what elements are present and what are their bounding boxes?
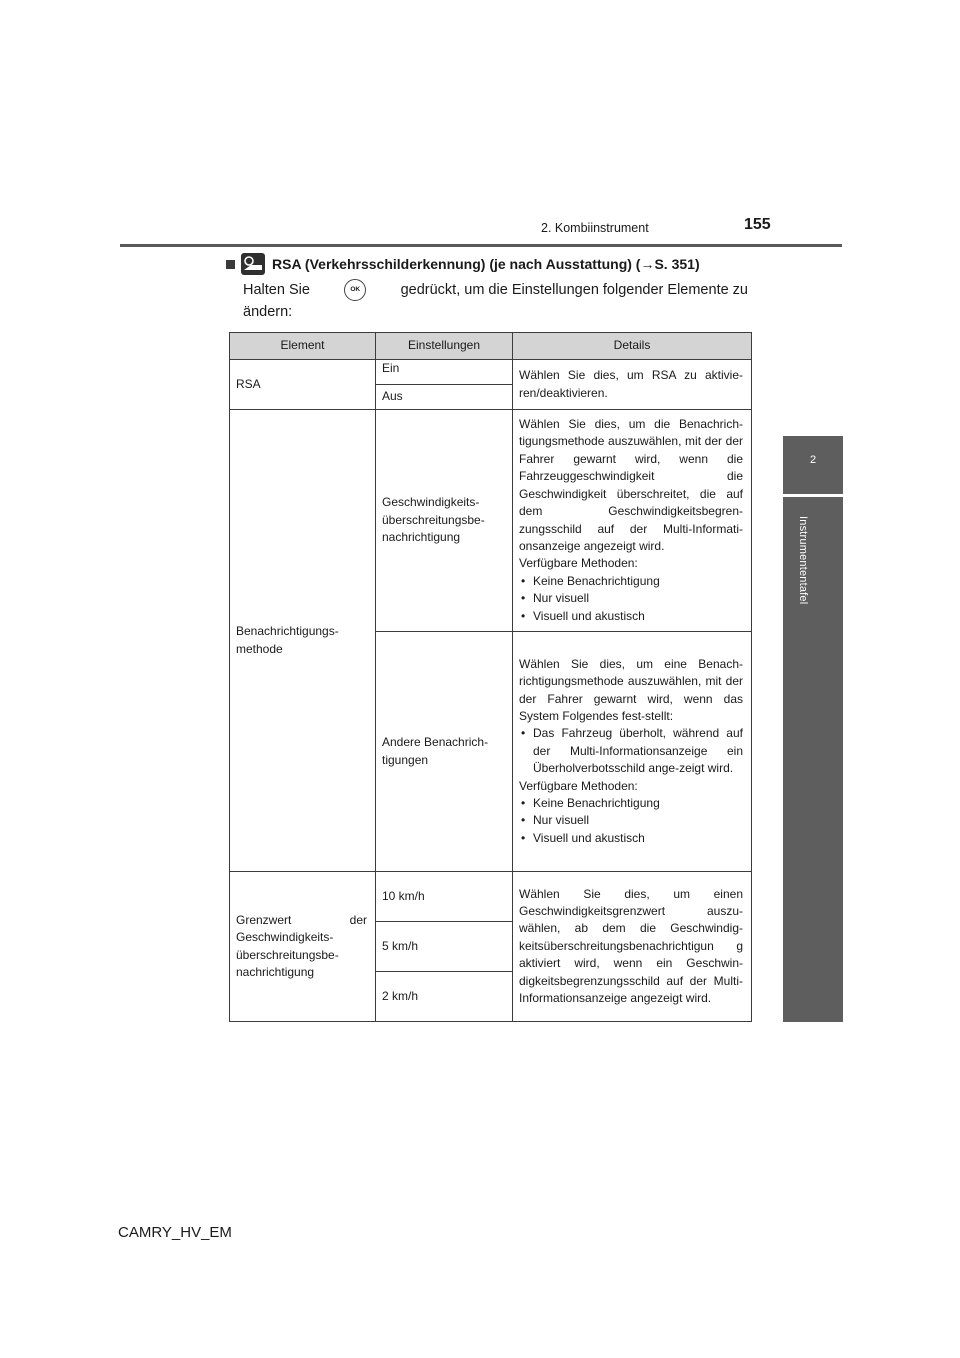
condition-list xyxy=(519,725,743,777)
setting-off: Aus xyxy=(376,385,513,410)
header-divider xyxy=(120,244,842,247)
setting-on: Ein xyxy=(376,360,513,385)
table-header-row xyxy=(230,333,752,360)
section-heading-text: RSA (Verkehrsschilderkennung) (je nach Ausstattung) (→S. 351) xyxy=(272,256,700,272)
intro-text-2: gedrückt, um die Einstellungen folgender Elemente zu xyxy=(400,282,748,298)
chapter-sidebar xyxy=(783,497,843,1022)
details-other-notifications xyxy=(513,632,752,872)
settings-table xyxy=(229,332,752,1022)
methods-label: Verfügbare Methoden: xyxy=(519,556,638,571)
header-element: Element xyxy=(230,333,376,360)
element-rsa: RSA xyxy=(230,360,376,410)
chapter-label: Instrumententafel xyxy=(797,516,809,605)
traffic-sign-recognition-icon xyxy=(241,253,265,275)
setting-2kmh: 2 km/h xyxy=(376,972,513,1022)
list-item: • Nur visuell xyxy=(519,812,743,829)
section-heading xyxy=(226,253,700,275)
setting-10kmh: 10 km/h xyxy=(376,872,513,922)
details-speed-warning xyxy=(513,410,752,632)
ok-button-icon: OK xyxy=(344,279,366,301)
setting-speed-warning: Geschwindigkeits-überschreitungsbe-nachrichtigung xyxy=(376,410,513,632)
list-item: • Das Fahrzeug überholt, während auf der Multi-Informationsanzeige ein Überholverbotsschild ange-zeigt wird. xyxy=(519,725,743,777)
table-row xyxy=(230,872,752,922)
header-details: Details xyxy=(513,333,752,360)
details-speed-threshold: Wählen Sie dies, um einen Geschwindigkeitsgrenzwert auszu-wählen, ab dem die Geschwindig-keitsüberschreitungsbenachrichtigun g aktiviert wird, wenn ein Geschwin-digkeitsbegrenzungsschild auf der Multi-Informationsanzeige angezeigt wird. xyxy=(513,872,752,1022)
list-item: • Nur visuell xyxy=(519,590,743,607)
table-row xyxy=(230,410,752,632)
element-notification-method: Benachrichtigungs-methode xyxy=(230,410,376,872)
details-rsa: Wählen Sie dies, um RSA zu aktivie-ren/deaktivieren. xyxy=(513,360,752,410)
intro-paragraph xyxy=(243,279,748,323)
methods-label: Verfügbare Methoden: xyxy=(519,778,638,793)
header-settings: Einstellungen xyxy=(376,333,513,360)
list-item: • Keine Benachrichtigung xyxy=(519,573,743,590)
list-item: • Visuell und akustisch xyxy=(519,608,743,625)
square-bullet-icon xyxy=(226,260,235,269)
section-title: 2. Kombiinstrument xyxy=(541,221,649,235)
list-item: • Keine Benachrichtigung xyxy=(519,795,743,812)
chapter-number: 2 xyxy=(809,454,817,466)
page-number: 155 xyxy=(744,216,771,233)
methods-list xyxy=(519,573,743,625)
intro-text-1: Halten Sie xyxy=(243,282,310,298)
table-row xyxy=(230,360,752,385)
methods-list xyxy=(519,795,743,847)
model-code: CAMRY_HV_EM xyxy=(118,1224,232,1241)
chapter-tab xyxy=(783,436,843,494)
intro-text-3: ändern: xyxy=(243,304,293,320)
setting-other-notifications: Andere Benachrich-tigungen xyxy=(376,632,513,872)
details-text: Wählen Sie dies, um die Benachrich-tigungsmethode auszuwählen, mit der der Fahrer gewarnt wird, wenn die Fahrzeuggeschwindigkeit die Geschwindigkeit überschreitet, die auf dem Geschwindigkeitsbegren-zungsschild auf der Multi-Informati-onsanzeige angezeigt wird. xyxy=(519,417,743,553)
details-text: Wählen Sie dies, um eine Benach-richtigungsmethode auszuwählen, mit der der Fahrer gewarnt wird, wenn das System Folgendes fest-stellt: xyxy=(519,656,743,723)
element-speed-threshold: Grenzwert der Geschwindigkeits-überschreitungsbe-nachrichtigung xyxy=(230,872,376,1022)
list-item: • Visuell und akustisch xyxy=(519,830,743,847)
setting-5kmh: 5 km/h xyxy=(376,922,513,972)
